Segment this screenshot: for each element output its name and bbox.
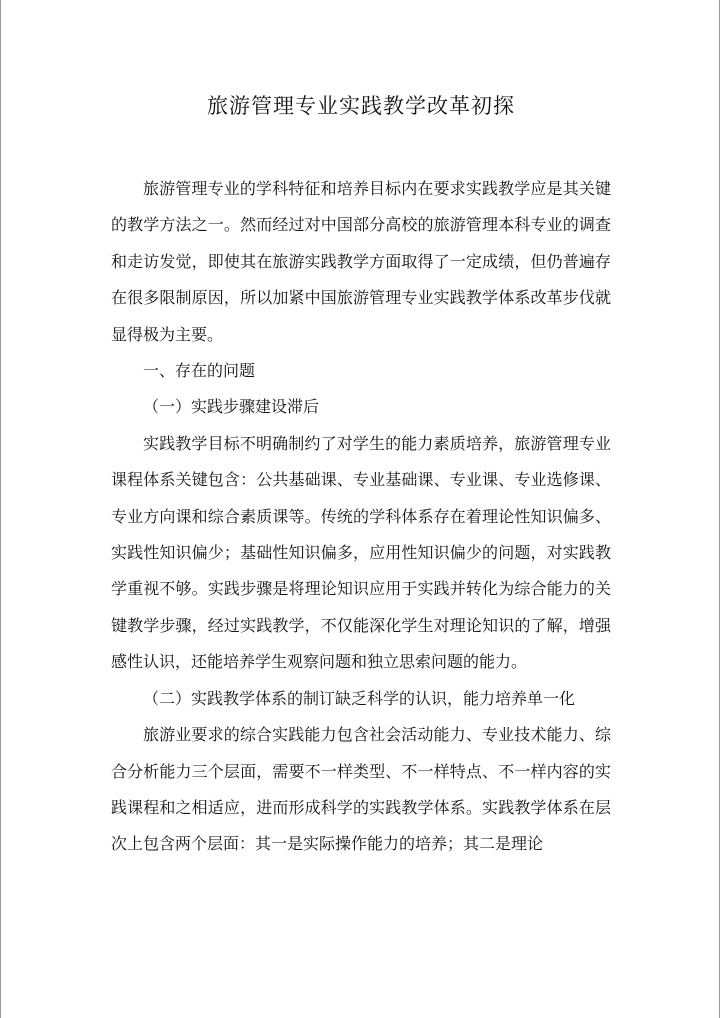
body-paragraph: 实践教学目标不明确制约了对学生的能力素质培养，旅游管理专业课程体系关键包含：公共基础课、专业基础课、专业课、专业选修课、专业方向课和综合素质课等。传统的学科体系存在着理论性知识偏多、实践性知识偏少；基础性知识偏多，应用性知识偏少的问题，对实践教学重视不够。实践步骤是将理论知识应用于实践并转化为综合能力的关键教学步骤，经过实践教学，不仅能深化学生对理论知识的了解，增强感性认识，还能培养学生观察问题和独立思索问题的能力。: [111, 433, 611, 672]
body-paragraph: 旅游业要求的综合实践能力包含社会活动能力、专业技术能力、综合分析能力三个层面，需要不一样类型、不一样特点、不一样内容的实践课程和之相适应，进而形成科学的实践教学体系。实践教学体系在层次上包含两个层面：其一是实际操作能力的培养；其二是理论: [111, 725, 611, 854]
intro-paragraph: 旅游管理专业的学科特征和培养目标内在要求实践教学应是其关键的教学方法之一。然而经过对中国部分高校的旅游管理本科专业的调查和走访发觉，即使其在旅游实践教学方面取得了一定成绩，但仍普遍存在很多限制原因，所以加紧中国旅游管理专业实践教学体系改革步伐就显得极为主要。: [111, 179, 611, 344]
document-body: [111, 171, 611, 863]
subsection-heading-1: （一）实践步骤建设滞后: [143, 397, 320, 417]
subsection-heading-2: （二）实践教学体系的制订缺乏科学的认识，能力培养单一化: [143, 688, 576, 708]
section-heading-problems: 一、存在的问题: [143, 361, 256, 381]
document-title: 旅游管理专业实践教学改革初探: [207, 94, 515, 118]
